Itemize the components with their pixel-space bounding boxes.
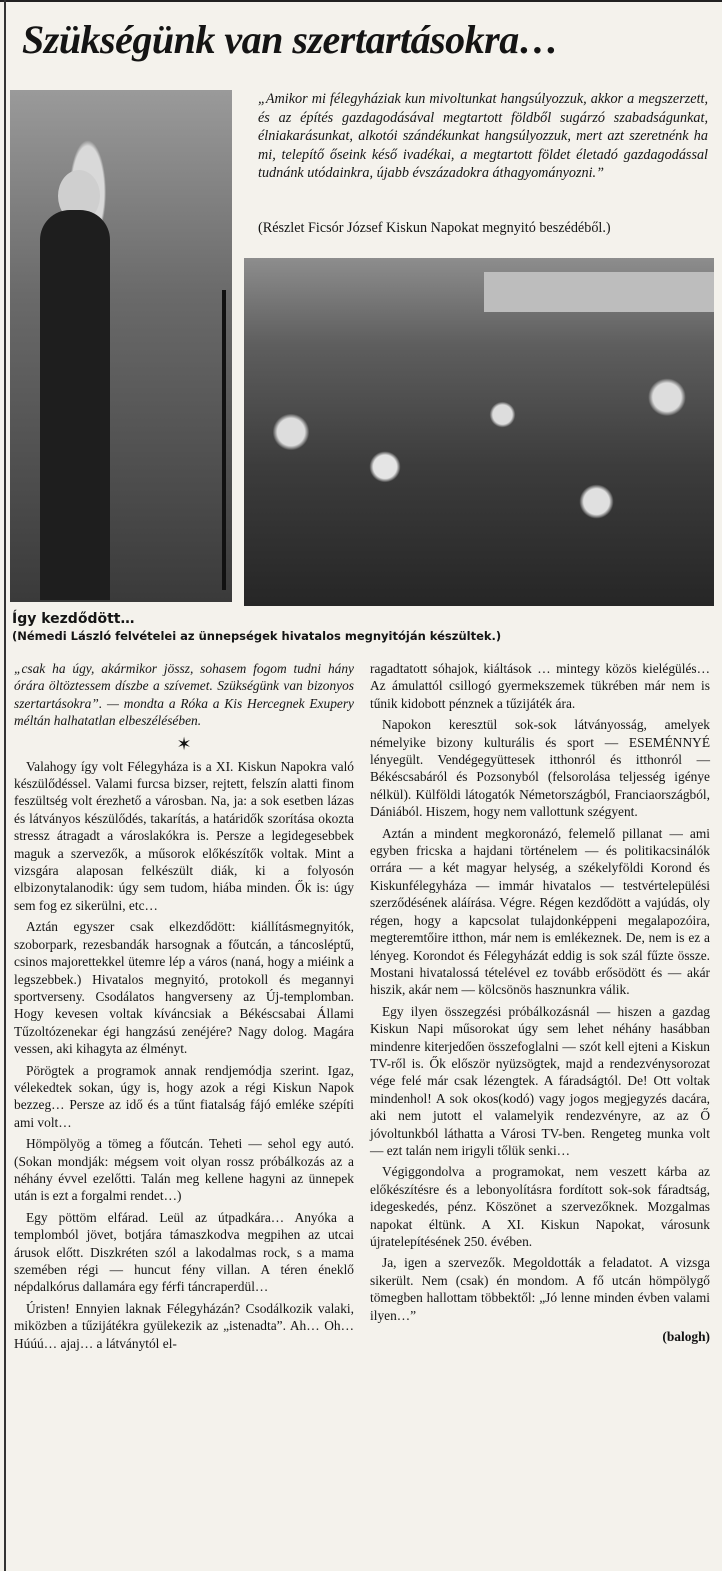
- microphone-stand: [222, 290, 226, 590]
- speaker-figure: [40, 210, 110, 600]
- left-rule: [4, 0, 6, 1571]
- speaker-photo: [10, 90, 232, 602]
- author-signature: (balogh): [662, 1329, 710, 1345]
- crowd-photo: [244, 258, 714, 606]
- right-column: [370, 660, 710, 1349]
- paragraph: Pörögtek a programok annak rendjemódja szerint. Igaz, vélekedtek sokan, úgy is, hogy azok a régi Kiskun Napok bezzeg… Persze az idő és a tűnt fiatalság fájó emléke szépíti ami volt…: [14, 1062, 354, 1130]
- left-column: [14, 660, 354, 1356]
- paragraph: Aztán egyszer csak elkezdődött: kiállításmegnyitók, szoborpark, rezesbandák harsognak a főutcán, a táncosléptű, csinos majorettekkel ütemre lép a város (naná, hogy a miéink a legszebbek.) Hivatalos megnyitó, protokoll és megannyi sportverseny. Csodálatos hangverseny az Új-templomban. Hogy kevesen voltak kíváncsiak a Békéscsabai Állami Tűzoltózenekar égi hangzású zenéjére? Nagy dolog. Magára vessen, aki kihagyta az élményt.: [14, 919, 354, 1057]
- paragraph: Egy pöttöm elfárad. Leül az útpadkára… Anyóka a templomból jövet, botjára támaszkodva megpihen az utcai árusok előtt. Diszkréten szól a lakodalmas rock, s a mama szemében régi — huncut fény villan. A téren éneklő népdalkórus dallamára egy férfi táncraperdül…: [14, 1209, 354, 1295]
- headline: Szükségünk van szertartásokra…: [22, 17, 559, 62]
- paragraph: Aztán a mindent megkoronázó, felemelő pillanat — ami egyben fricska a hajdani történelem — és politikacsinálók orrára — a két magyar helység, a székelyföldi Korond és Kiskunfélegyháza — immár hivatalos — testvértelepülési szerződésének aláírása. Végre. Régen kezdődött a vajúdás, oly régen, hogy a kapcsolat tulajdonképpeni megalapozóira, megteremtőire itthon, már nem is emlékeznek. De, nem is ez a lényeg. Korondot és Félegyházát eddig is sok szál fűzte össze. Mostani hivatalossá tételével ez tovább erősödött és — akár hiszik, akár nem — kölcsönös hasznunkra válik.: [370, 825, 710, 998]
- paragraph: Hömpölyög a tömeg a főutcán. Teheti — sehol egy autó. (Sokan mondják: mégsem voit olyan rossz próbálkozás az a néhány évvel ezelőtti. Talán meg kellene hagyni az ünnepek után is ezt a forgalmi rendet…): [14, 1136, 354, 1204]
- top-rule: [0, 0, 722, 2]
- paragraph: Végiggondolva a programokat, nem veszett kárba az előkészítésre és a lebonyolításra fordított sok-sok fáradtság, idegeskedés, pénz. Köszönet a szervezőknek. Mozgalmas napokat éltünk. A XI. Kiskun Napokat, városunk újratelepítésének 250. évében.: [370, 1164, 710, 1249]
- paragraph: Egy ilyen összegzési próbálkozásnál — hiszen a gazdag Kiskun Napi műsorokat úgy sem lehet néhány hasábban mindenre kiterjedően összefoglalni — szót kell ejteni a Kiskun TV-ről is. Ők először nyüzsögtek, majd a rendezvénysorozat vége felé már csak lézengtek. A fáradságtól. De! Ott voltak mindenhol! A sok okos(kodó) vagy jogos megjegyzés dacára, aki nem jutott el valamelyik rendezvényre, az az Ő jóvoltunkból láthatta a Városi TV-ben. Rengeteg munka volt — ezt talán nem irigyli tőlük senki…: [370, 1003, 710, 1158]
- photo-caption-title: Így kezdődött…: [12, 611, 135, 627]
- star-separator: ✶: [176, 733, 192, 754]
- paragraph: Úristen! Ennyien laknak Félegyházán? Csodálkozik valaki, miközben a tűzijátékra gyülekezik az „istenadta”. Ah… Oh… Húúú… ajaj… a látványtól el-: [14, 1300, 354, 1351]
- paragraph: Napokon keresztül sok-sok látványosság, amelyek némelyike bizony kulturális és sport — ESEMÉNNYÉ lényegült. Vendégegyüttesek itthonról és itthonról — Békéscsabáról és Pozsonyból (felsorolása teljesség igénye nélkül). Külföldi látogatók Németországból, Franciaországból, Dániából. Hiszem, hogy nem vallottunk szégyent.: [370, 717, 710, 820]
- photo-caption-credit: (Némedi László felvételei az ünnepségek hivatalos megnyitóján készültek.): [12, 629, 502, 643]
- quote-source: (Részlet Ficsór József Kiskun Napokat megnyitó beszédéből.): [258, 220, 611, 236]
- paragraph: Ja, igen a szervezők. Megoldották a feladatot. A vizsga sikerült. Nem (csak) én mondom. A fő utcán hömpölygő tömegben hallottam többektől: „Jó lenne minden évben valami ilyen…”: [370, 1255, 710, 1323]
- paragraph: ragadtatott sóhajok, kiáltások … mintegy közös kielégülés… Az ámulattól csillogó gyermekszemek tükrében már nem is tűnik kidobott pénznek a tűzijáték ára.: [370, 661, 710, 711]
- paragraph: „csak ha úgy, akármikor jössz, sohasem fogom tudni hány órára öltöztessem díszbe a szívemet. Szükségünk van bizonyos szertartásokra”. — mondta a Róka a Kis Hercegnek Exupery méltán halhatatlan elbeszélésében.: [14, 661, 354, 729]
- paragraph: Valahogy így volt Félegyháza is a XI. Kiskun Napokra való készülődéssel. Valami furcsa bizser, rejtett, felszín alatti finom feszültség volt érezhető a városban. Na, ja: a sok esetben lázas és látványos készülődés, takarítás, a határidők szorítása okozta stressz átragadt a városlakókra is. Persze a legidegesebbek maguk a szervezők, a műsorok előkészítők voltak. Mint a vizsgára alaposan felkészült diák, ki a folyosón elbizonytalanodik: úgy sem tudom, hiába minden. Ők is: úgy sem fog ez sikerülni, etc…: [14, 758, 354, 913]
- opening-quote: „Amikor mi félegyháziak kun mivoltunkat hangsúlyozzuk, akkor a megszerzett, és az építés gazdagodásával megtartott földből sugárzó szabadságunkat, élniakarásunkat, alkotói szándékunkat hangsúlyozzuk, mert azt szeretnénk ha mi, telepítő őseink késő ivadékai, a megtartott földet életadó gazdagodással tudnánk utódainkra, újabb évszázadokra áthagyományozni.”: [258, 91, 708, 181]
- crowd-photo-awning: [484, 272, 714, 312]
